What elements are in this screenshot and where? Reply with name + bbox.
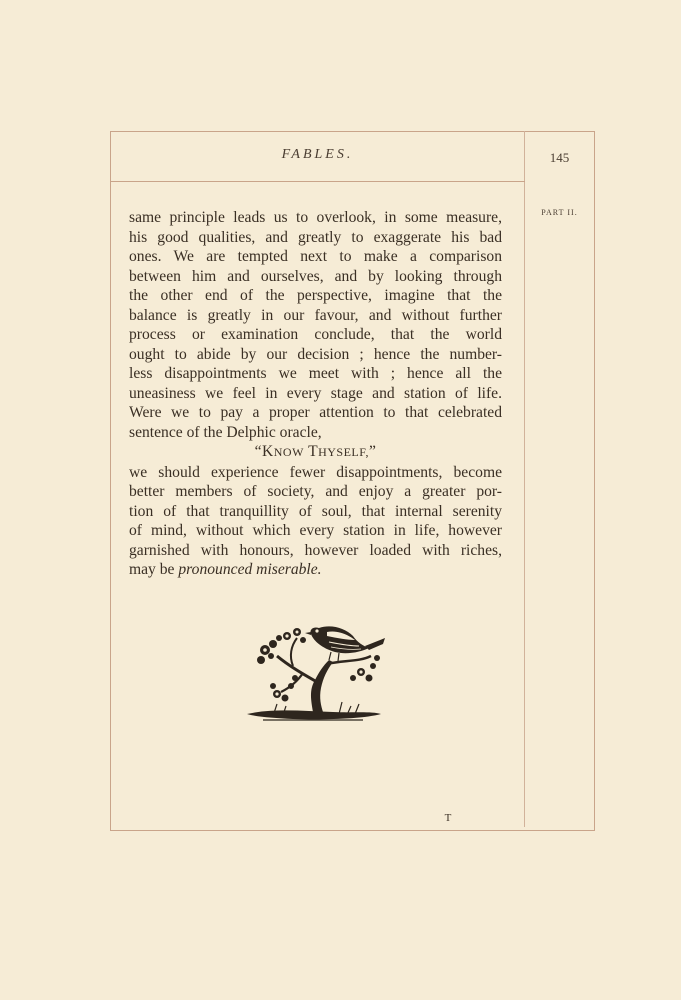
text-line: of mind, without which every station in life, however <box>129 522 502 539</box>
frame-left-rule <box>110 131 111 831</box>
maxim-word-hyself: HYSELF, <box>318 445 369 459</box>
header-rule <box>110 181 525 182</box>
text-line: ought to abide by our decision ; hence the number- <box>129 345 502 363</box>
text-line: garnished with honours, however loaded with riches, <box>129 541 502 559</box>
text-line: ones. We are tempted next to make a comparison <box>129 248 502 265</box>
quoted-maxim <box>129 442 502 463</box>
maxim-initial-t: T <box>308 443 319 460</box>
frame-bottom-rule <box>110 830 595 831</box>
running-title: FABLES. <box>281 147 354 162</box>
quote-close-mark: ” <box>368 443 377 460</box>
last-line-lead: may be <box>129 561 179 578</box>
text-line: tion of that tranquillity of soul, that internal serenity <box>129 502 502 520</box>
page-number: 145 <box>549 150 570 165</box>
text-line-last <box>129 560 502 580</box>
frame-top-rule <box>110 131 595 132</box>
bird-vignette-illustration <box>243 616 388 728</box>
maxim-word-now: NOW <box>273 445 304 459</box>
margin-note: PART II. <box>541 208 578 217</box>
text-line: the other end of the perspective, imagine that the <box>129 287 502 304</box>
text-line: less disappointments we meet with ; hence all the <box>129 365 502 382</box>
text-line: process or examination conclude, that the world <box>129 326 502 343</box>
text-line: his good qualities, and greatly to exaggerate his bad <box>129 228 502 246</box>
text-line: uneasiness we feel in every stage and station of life. <box>129 384 502 402</box>
frame-right-rule <box>594 131 595 831</box>
text-line: Were we to pay a proper attention to that celebrated <box>129 404 502 421</box>
text-line: better members of society, and enjoy a greater por- <box>129 483 502 500</box>
quote-open-mark: “ <box>254 443 262 460</box>
text-line: we should experience fewer disappointments, become <box>129 463 502 481</box>
last-line-italic: pronounced miserable. <box>178 561 322 578</box>
margin-column-divider <box>524 131 525 827</box>
maxim-initial-k: K <box>262 443 274 460</box>
text-line: between him and ourselves, and by looking through <box>129 267 502 285</box>
text-line: sentence of the Delphic oracle, <box>129 423 322 441</box>
text-line: balance is greatly in our favour, and without further <box>129 306 502 324</box>
text-line: same principle leads us to overlook, in some measure, <box>129 209 502 226</box>
body-text <box>129 208 502 580</box>
signature-mark: T <box>444 812 452 824</box>
